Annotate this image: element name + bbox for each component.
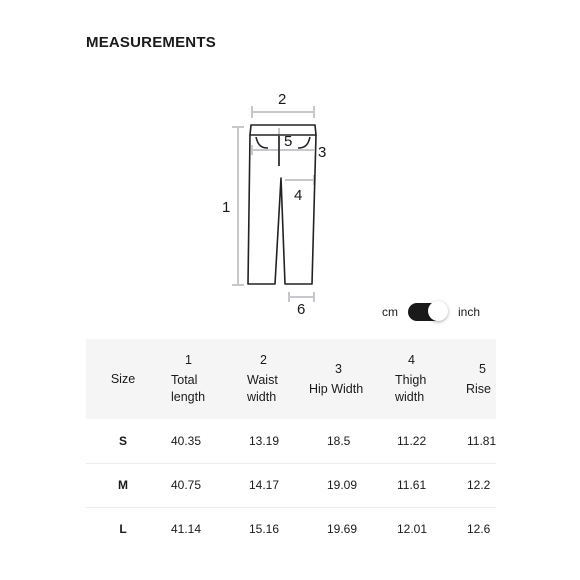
column-label: width bbox=[247, 390, 277, 404]
size-table bbox=[86, 339, 496, 551]
column-header-thigh-width bbox=[381, 339, 455, 419]
column-label: width bbox=[395, 390, 425, 404]
label-4: 4 bbox=[294, 187, 303, 204]
table-row bbox=[86, 419, 496, 463]
size-cell: M bbox=[118, 478, 128, 492]
unit-switch-knob[interactable] bbox=[428, 301, 448, 321]
unit-cm-label[interactable]: cm bbox=[382, 305, 398, 319]
value-cell: 12.6 bbox=[467, 522, 491, 537]
column-label: Thigh bbox=[395, 373, 427, 387]
size-cell: L bbox=[119, 522, 127, 537]
value-cell: 11.81 bbox=[467, 433, 496, 448]
unit-inch-label[interactable]: inch bbox=[458, 305, 481, 319]
column-number: 2 bbox=[260, 353, 267, 367]
value-cell: 15.16 bbox=[249, 522, 280, 537]
label-2: 2 bbox=[278, 91, 287, 108]
table-header-row bbox=[86, 339, 496, 419]
column-header-total-length bbox=[160, 339, 233, 419]
label-6: 6 bbox=[297, 301, 306, 318]
column-header-rise bbox=[455, 339, 496, 419]
column-label: Hip Width bbox=[309, 381, 364, 396]
table-row bbox=[86, 463, 496, 507]
unit-switch[interactable] bbox=[408, 303, 446, 321]
column-header-waist-width bbox=[233, 339, 307, 419]
value-cell: 19.69 bbox=[327, 522, 358, 537]
value-cell: 12.01 bbox=[397, 522, 428, 537]
column-label: Rise bbox=[466, 381, 492, 396]
value-cell: 40.75 bbox=[171, 478, 202, 492]
value-cell: 41.14 bbox=[171, 522, 202, 537]
column-number: 4 bbox=[408, 353, 415, 367]
value-cell: 19.09 bbox=[327, 478, 358, 492]
column-number: 5 bbox=[479, 361, 486, 376]
value-cell: 18.5 bbox=[327, 433, 351, 448]
size-cell: S bbox=[118, 433, 127, 448]
table-row bbox=[86, 507, 496, 551]
value-cell: 11.61 bbox=[397, 478, 427, 492]
pants-outline bbox=[248, 125, 316, 284]
column-label: Total bbox=[171, 373, 198, 387]
column-label: length bbox=[171, 390, 206, 404]
label-5: 5 bbox=[284, 133, 293, 150]
value-cell: 14.17 bbox=[249, 478, 280, 492]
value-cell: 13.19 bbox=[249, 433, 280, 448]
value-cell: 40.35 bbox=[171, 433, 202, 448]
label-3: 3 bbox=[318, 144, 327, 161]
column-number: 1 bbox=[185, 353, 192, 367]
column-label: Waist bbox=[247, 373, 278, 387]
page-title: MEASUREMENTS bbox=[86, 34, 216, 51]
value-cell: 12.2 bbox=[467, 478, 491, 492]
column-header-hip-width bbox=[307, 339, 381, 419]
size-table-scroll[interactable] bbox=[86, 339, 496, 551]
size-column-header: Size bbox=[110, 371, 136, 386]
unit-toggle[interactable] bbox=[382, 301, 480, 323]
value-cell: 11.22 bbox=[397, 433, 427, 448]
column-number: 3 bbox=[335, 361, 342, 376]
label-1: 1 bbox=[222, 199, 231, 216]
